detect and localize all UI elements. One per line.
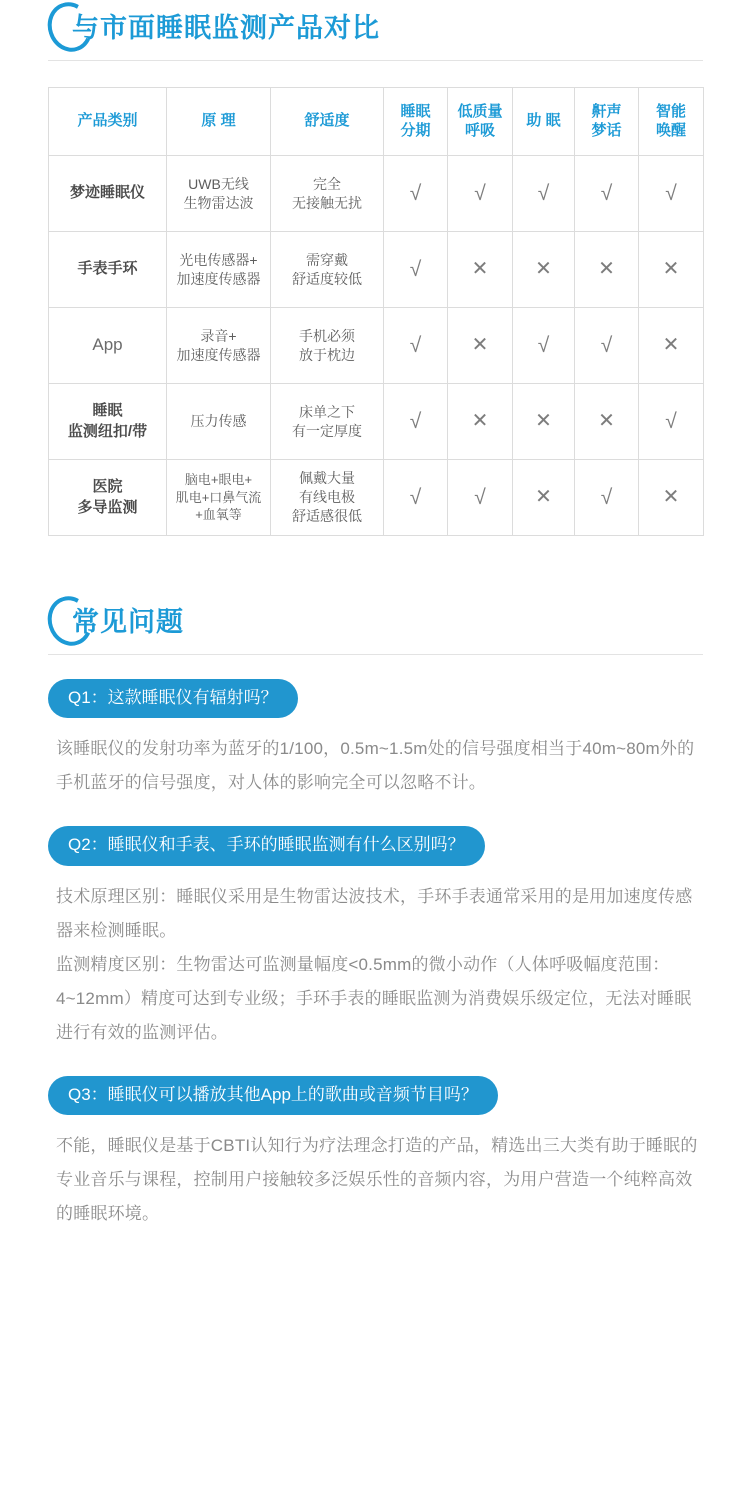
comparison-table <box>48 87 704 536</box>
faq-heading <box>48 594 751 648</box>
cell-mark <box>513 460 575 536</box>
cell-mark <box>639 384 704 460</box>
cell-principle <box>167 460 271 536</box>
cell-mark <box>448 156 513 232</box>
comfort-line3: 舒适感很低 <box>292 507 362 524</box>
category-line2: 监测纽扣/带 <box>67 422 148 440</box>
check-icon: √ <box>409 181 422 205</box>
col-header-snore-sleeptalk <box>575 88 639 156</box>
faq-question-1: Q1：这款睡眠仪有辐射吗？ <box>48 679 298 718</box>
cross-icon: ✕ <box>598 410 615 433</box>
cross-icon: ✕ <box>471 410 489 433</box>
principle-line2: 肌电+口鼻气流 <box>175 489 262 505</box>
cross-icon: ✕ <box>471 334 489 357</box>
faq-heading-divider <box>48 654 703 655</box>
principle-line1: 光电传感器+ <box>179 251 258 268</box>
cross-icon: ✕ <box>535 486 552 509</box>
col-header-sleep-stage-line1: 睡眠 <box>400 102 431 120</box>
cell-mark <box>575 308 639 384</box>
cell-mark <box>384 308 448 384</box>
check-icon: √ <box>409 257 422 281</box>
comfort-line2: 放于枕边 <box>299 346 355 363</box>
faq-item-1 <box>48 679 703 800</box>
col-header-sleep-stage-line2: 分期 <box>400 121 431 139</box>
category-line1: 睡眠 <box>92 402 123 420</box>
cell-principle <box>167 156 271 232</box>
cross-icon: ✕ <box>471 258 489 281</box>
faq-answer-3: 不能，睡眠仪是基于CBTI认知行为疗法理念打造的产品，精选出三大类有助于睡眠的专业音乐与课程，控制用户接触较多泛娱乐性的音频内容，为用户营造一个纯粹高效的睡眠环境。 <box>56 1136 698 1224</box>
cell-mark <box>384 156 448 232</box>
principle-line2: 加速度传感器 <box>176 346 261 363</box>
cross-icon: ✕ <box>535 258 552 281</box>
col-header-breathing-line1: 低质量 <box>457 102 503 120</box>
cell-mark <box>575 232 639 308</box>
col-header-snore-line1: 鼾声 <box>591 102 622 120</box>
col-header-principle: 原 理 <box>167 88 271 156</box>
comfort-line2: 有线电极 <box>299 489 355 506</box>
table-row <box>49 384 704 460</box>
check-icon: √ <box>600 333 613 357</box>
comfort-line1: 佩戴大量 <box>299 470 355 487</box>
table-row <box>49 460 704 536</box>
cell-mark <box>384 460 448 536</box>
table-body <box>49 156 704 536</box>
cell-category: 手表手环 <box>49 232 167 308</box>
check-icon: √ <box>474 485 486 509</box>
cell-mark <box>639 156 704 232</box>
faq-title: 常见问题 <box>72 607 184 637</box>
faq-question-3: Q3：睡眠仪可以播放其他App上的歌曲或音频节目吗？ <box>48 1076 498 1115</box>
cell-principle <box>167 232 271 308</box>
col-header-sleep-stage <box>384 88 448 156</box>
cell-category: App <box>49 308 167 384</box>
col-header-smart-wake-line1: 智能 <box>655 102 686 120</box>
cell-mark <box>448 308 513 384</box>
col-header-breathing-line2: 呼吸 <box>464 121 495 139</box>
col-header-snore-line2: 梦话 <box>591 121 622 139</box>
col-header-low-quality-breathing <box>448 88 513 156</box>
faq-answer-1: 该睡眠仪的发射功率为蓝牙的1/100，0.5m~1.5m处的信号强度相当于40m~80m外的手机蓝牙的信号强度，对人体的影响完全可以忽略不计。 <box>56 739 695 793</box>
cell-comfort <box>271 308 384 384</box>
category-line1: 医院 <box>92 478 123 496</box>
cell-mark <box>513 232 575 308</box>
cross-icon: ✕ <box>598 258 615 281</box>
comparison-title: 与市面睡眠监测产品对比 <box>72 13 380 43</box>
cell-mark <box>513 308 575 384</box>
cell-mark <box>513 156 575 232</box>
table-row <box>49 156 704 232</box>
comfort-line2: 有一定厚度 <box>292 422 362 439</box>
col-header-sleep-aid: 助 眠 <box>513 88 575 156</box>
table-header-row <box>49 88 704 156</box>
check-icon: √ <box>600 485 613 509</box>
cell-mark <box>639 460 704 536</box>
cell-mark <box>639 232 704 308</box>
cell-mark <box>575 460 639 536</box>
comfort-line1: 手机必须 <box>299 327 355 344</box>
cell-mark <box>639 308 704 384</box>
cross-icon: ✕ <box>662 258 680 281</box>
principle-line1: UWB无线 <box>188 175 249 192</box>
faq-answer-2-para-2: 监测精度区别：生物雷达可监测量幅度<0.5mm的微小动作（人体呼吸幅度范围：4~12mm）精度可达到专业级；手环手表的睡眠监测为消费娱乐级定位，无法对睡眠进行有效的监测评估。 <box>56 954 692 1042</box>
col-header-smart-wake <box>639 88 704 156</box>
cell-comfort <box>271 384 384 460</box>
check-icon: √ <box>600 181 613 205</box>
faq-list <box>48 679 703 1231</box>
check-icon: √ <box>665 181 677 205</box>
col-header-comfort: 舒适度 <box>271 88 384 156</box>
comfort-line1: 需穿戴 <box>306 251 348 268</box>
cell-principle <box>167 384 271 460</box>
cross-icon: ✕ <box>662 334 680 357</box>
cell-mark <box>575 156 639 232</box>
cell-mark <box>448 384 513 460</box>
cell-principle <box>167 308 271 384</box>
cell-comfort <box>271 156 384 232</box>
check-icon: √ <box>409 485 422 509</box>
faq-item-2 <box>48 826 703 1049</box>
cell-comfort <box>271 232 384 308</box>
comfort-line1: 完全 <box>313 175 341 192</box>
col-header-category: 产品类别 <box>49 88 167 156</box>
check-icon: √ <box>537 181 550 205</box>
principle-line1: 压力传感 <box>190 413 247 430</box>
comparison-table-wrap <box>48 87 703 536</box>
check-icon: √ <box>474 181 486 205</box>
cell-category <box>49 384 167 460</box>
cell-mark <box>384 232 448 308</box>
check-icon: √ <box>409 409 422 433</box>
principle-line2: 生物雷达波 <box>183 194 254 211</box>
col-header-smart-wake-line2: 唤醒 <box>655 121 686 139</box>
cell-comfort <box>271 460 384 536</box>
principle-line1: 脑电+眼电+ <box>184 472 253 488</box>
comfort-line2: 舒适度较低 <box>292 270 362 287</box>
cell-category <box>49 460 167 536</box>
check-icon: √ <box>409 333 422 357</box>
faq-answer-2 <box>56 880 703 1050</box>
principle-line3: +血氧等 <box>195 507 242 523</box>
faq-item-3 <box>48 1076 703 1231</box>
cell-category: 梦迹睡眠仪 <box>49 156 167 232</box>
principle-line2: 加速度传感器 <box>176 270 261 287</box>
faq-question-2: Q2：睡眠仪和手表、手环的睡眠监测有什么区别吗？ <box>48 826 485 865</box>
check-icon: √ <box>665 409 677 433</box>
principle-line1: 录音+ <box>200 327 237 344</box>
cross-icon: ✕ <box>535 410 552 433</box>
cell-mark <box>513 384 575 460</box>
cross-icon: ✕ <box>662 486 680 509</box>
comfort-line2: 无接触无扰 <box>292 194 362 211</box>
cell-mark <box>448 460 513 536</box>
table-header <box>49 88 704 156</box>
table-row <box>49 308 704 384</box>
cell-mark <box>448 232 513 308</box>
comfort-line1: 床单之下 <box>299 403 355 420</box>
comparison-heading-divider <box>48 60 703 61</box>
comparison-heading <box>48 0 751 54</box>
faq-section <box>0 594 751 1231</box>
faq-answer-2-para-1: 技术原理区别：睡眠仪采用是生物雷达波技术，手环手表通常采用的是用加速度传感器来检测睡眠。 <box>56 886 693 940</box>
check-icon: √ <box>537 333 550 357</box>
category-line2: 多导监测 <box>77 498 138 516</box>
cell-mark <box>575 384 639 460</box>
cell-mark <box>384 384 448 460</box>
table-row <box>49 232 704 308</box>
